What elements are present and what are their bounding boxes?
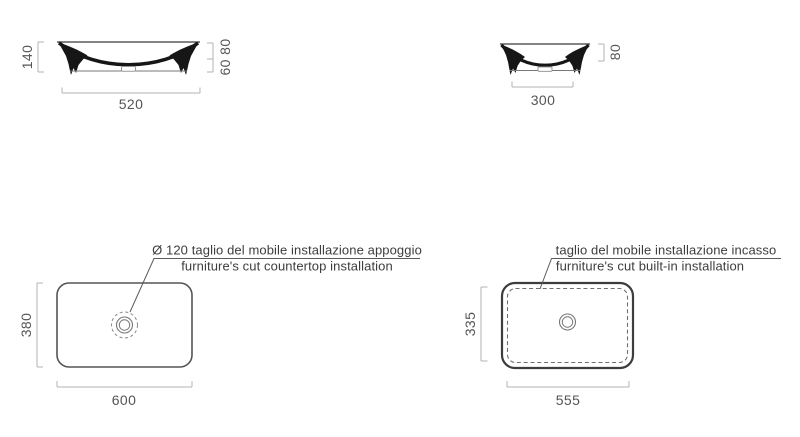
- drain-outlet: [122, 67, 136, 72]
- dim-height-140: [38, 42, 44, 72]
- top-view-countertop-dimensions: [37, 283, 192, 387]
- drain-inner-circle: [562, 317, 572, 327]
- dim-label-width-600: 600: [111, 392, 137, 408]
- dim-label-height-140: 140: [19, 44, 35, 70]
- front-view-large-profile: [57, 42, 200, 75]
- countertop-note-english: furniture's cut countertop installation: [181, 258, 393, 274]
- dim-label-height-80: 80: [607, 43, 623, 61]
- dim-width-600: [57, 381, 192, 387]
- builtin-note-english: furniture's cut built-in installation: [555, 258, 745, 274]
- drain-outlet: [538, 67, 552, 71]
- dim-width-555: [507, 381, 629, 387]
- dim-height-335: [481, 287, 488, 361]
- countertop-note-italian: Ø 120 taglio del mobile installazione appoggio: [152, 242, 422, 258]
- basin-top-outline: [57, 283, 192, 367]
- dim-label-height-335: 335: [462, 311, 478, 337]
- top-view-countertop-outline: [57, 259, 420, 368]
- dim-label-height-60-80: 60 80: [217, 38, 233, 76]
- dim-width-300: [512, 82, 573, 88]
- dim-label-width-520: 520: [118, 96, 144, 112]
- dim-height-80: [598, 44, 604, 61]
- right-foot-section: [170, 43, 199, 76]
- basin-top-outline: [502, 283, 633, 368]
- dim-width-520: [62, 88, 200, 94]
- front-view-small-dimensions: [512, 44, 604, 87]
- dim-label-width-555: 555: [555, 392, 581, 408]
- top-view-builtin-dimensions: [481, 287, 629, 387]
- front-view-small-profile: [500, 44, 590, 75]
- dim-label-height-380: 380: [18, 312, 34, 338]
- dim-label-width-300: 300: [530, 92, 556, 108]
- dim-height-60-80: [207, 43, 213, 72]
- top-view-builtin-outline: [502, 259, 781, 369]
- cutout-circle-dashed: [112, 312, 138, 338]
- builtin-note-italian: taglio del mobile installazione incasso: [555, 242, 777, 258]
- left-foot-section: [59, 43, 88, 76]
- dim-height-380: [37, 283, 43, 367]
- cutout-rect-dashed: [508, 289, 628, 363]
- drain-inner-circle: [119, 320, 129, 330]
